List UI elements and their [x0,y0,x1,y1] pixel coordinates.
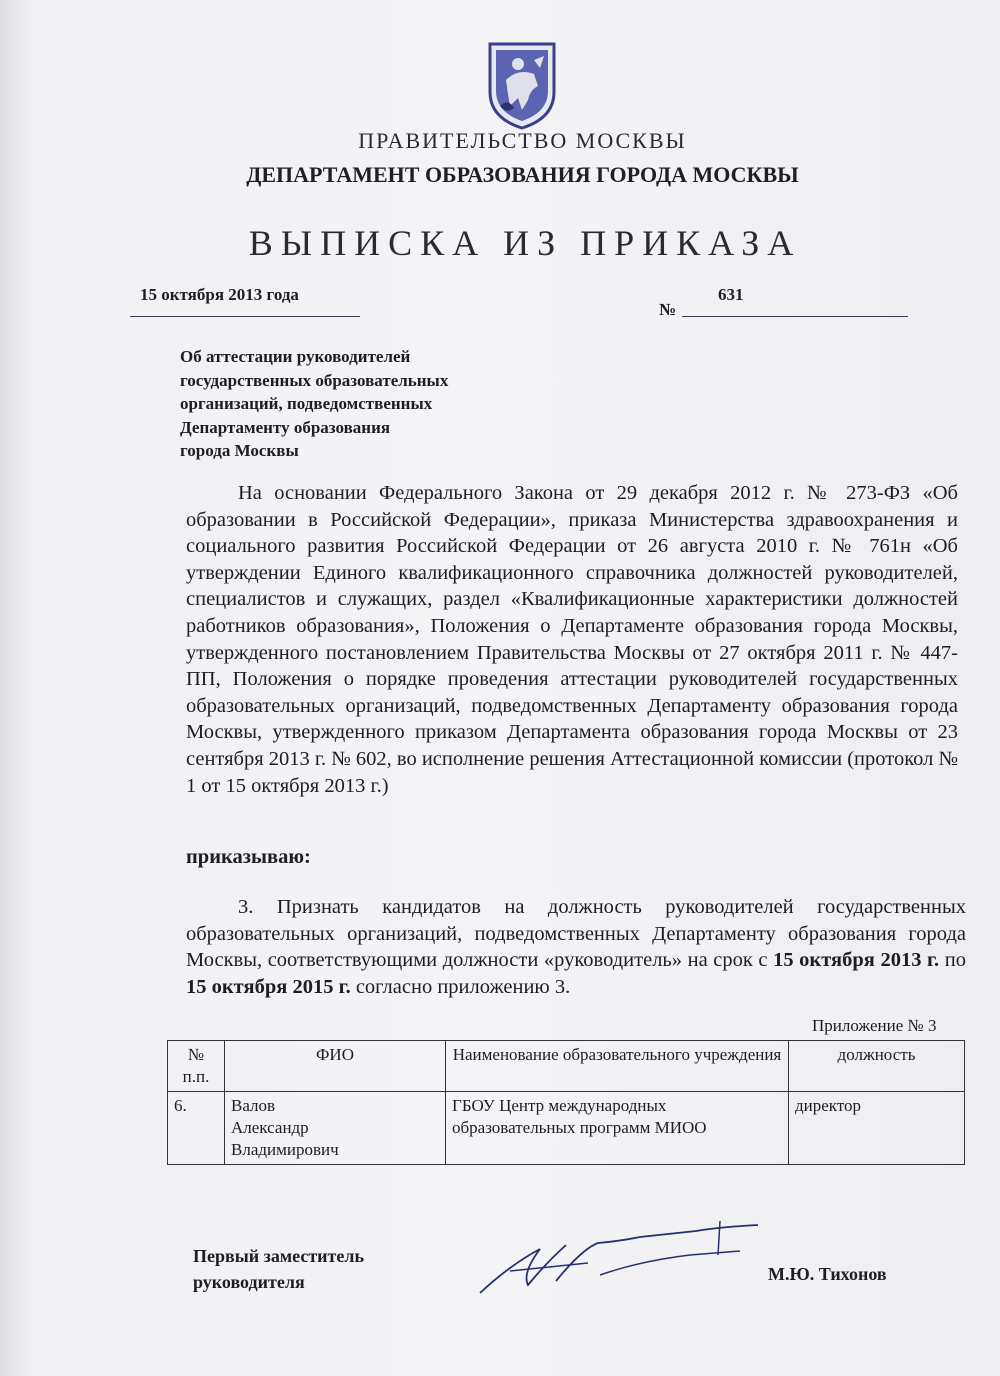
header-position: должность [789,1041,965,1092]
appendix-table [167,1040,965,1165]
order-number-label: № [659,300,677,319]
table-header-row [168,1041,965,1092]
name-line: Владимирович [231,1140,339,1159]
signatory-title [193,1243,364,1295]
item-text-after: согласно приложению 3. [350,975,571,998]
signatory-title-line: Первый заместитель [193,1246,364,1266]
handwritten-signature [470,1215,770,1305]
preamble [186,480,958,799]
cell-number: 6. [168,1092,225,1165]
subject-line: организаций, подведомственных [180,394,433,413]
date-underline [130,316,360,317]
item-date-to: 15 октября 2015 г. [186,975,351,998]
cell-institution: ГБОУ Центр международных образовательных программ МИОО [446,1092,789,1165]
government-name: ПРАВИТЕЛЬСТВО МОСКВЫ [358,128,687,153]
subject-line: государственных образовательных [180,370,449,390]
item-text-before: 3. Признать кандидатов на должность руководителей государственных образовательных организаций, подведомственных Департаменту образования города Москвы, соответствующими должности «руководитель» на срок с [186,896,966,972]
cell-position: директор [789,1092,965,1165]
order-number: 631 [718,285,744,304]
subject-line: города Москвы [180,441,299,460]
subject-line: Об аттестации руководителей [180,347,411,366]
subject-line: Департаменту образования [180,417,391,437]
moscow-coat-of-arms-icon [484,40,560,130]
signatory-title-line: руководителя [193,1272,305,1292]
header-institution: Наименование образовательного учреждения [446,1041,789,1092]
header-number: № п.п. [168,1041,225,1092]
name-line: Александр [231,1118,309,1137]
preamble-text: На основании Федерального Закона от 29 декабря 2012 г. № 273-ФЗ «Об образовании в Российской Федерации», приказа Министерства здравоохранения и социального развития Российской Федерации от 26 августа 2010 г. № 761н «Об утверждении Единого квалификационного справочника должностей руководителей, специалистов и служащих, раздел «Квалификационные характеристики должностей работников образования», Положения о Департаменте образования города Москвы, утвержденного постановлением Правительства Москвы от 27 октября 2011 г. № 447-ПП, Положения о порядке проведения аттестации руководителей государственных образовательных организаций, подведомственных Департаменту образования города Москвы, утвержденного приказом Департамента образования города Москвы от 23 сентября 2013 г. № 602, во исполнение решения Аттестационной комиссии (протокол № 1 от 15 октября 2013 г.) [186,482,959,797]
number-underline [682,316,908,317]
name-line: Валов [231,1096,276,1115]
department-name: ДЕПАРТАМЕНТ ОБРАЗОВАНИЯ ГОРОДА МОСКВЫ [246,162,799,187]
order-subject [180,345,520,463]
table-row [168,1092,965,1165]
document-title: ВЫПИСКА ИЗ ПРИКАЗА [248,223,802,263]
appendix-label: Приложение № 3 [812,1016,937,1035]
item-date-from: 15 октября 2013 г. [773,949,940,972]
cell-name [225,1092,446,1165]
order-word: приказываю: [186,846,311,868]
item-text-mid: по [939,949,966,972]
signatory-name: М.Ю. Тихонов [768,1264,887,1284]
order-item [186,894,966,1000]
header-name: ФИО [225,1041,446,1092]
order-date: 15 октября 2013 года [140,285,299,304]
